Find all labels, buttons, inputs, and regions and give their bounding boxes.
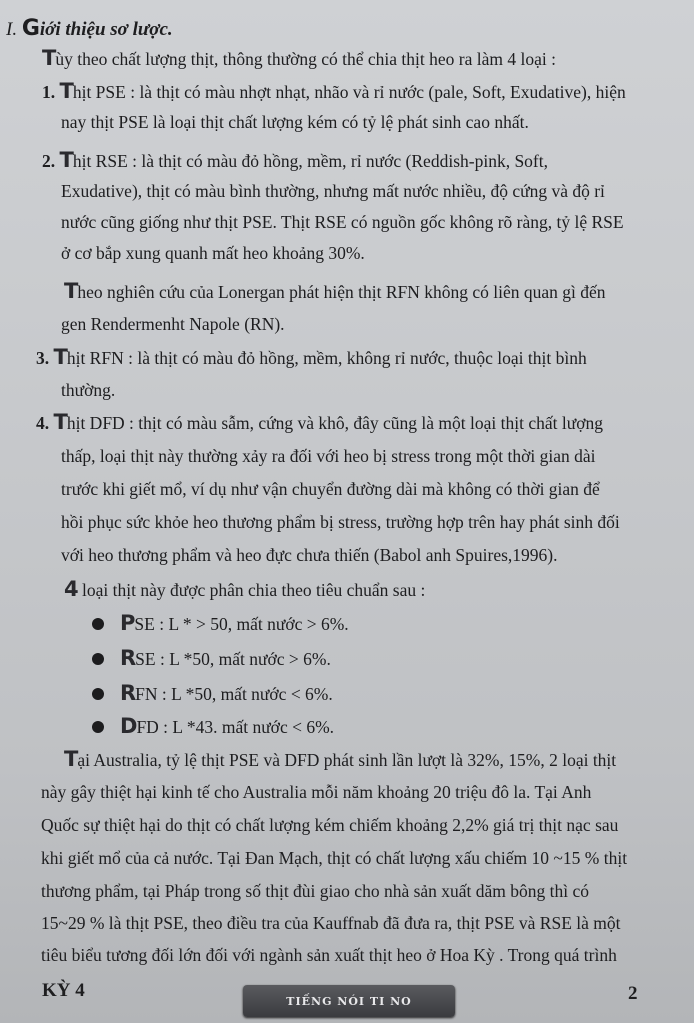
bullet-icon (92, 688, 104, 700)
australia-line-4: khi giết mổ của cả nước. Tại Đan Mạch, thịt có chất lượng xấu chiếm 10 ~15 % thịt (41, 848, 628, 868)
issue-label: KỲ 4 (42, 980, 85, 1001)
item-4-line-3: trước khi giết mổ, ví dụ như vận chuyển đường dài mà không có thời gian để (61, 479, 600, 499)
criteria-intro: 4 loại thịt này được phân chia theo tiêu chuẩn sau : (64, 577, 426, 601)
item-4-line-2: thấp, loại thịt này thường xảy ra đối với heo bị stress trong một thời gian dài (61, 446, 596, 466)
item-1-line-1: 1. Thịt PSE : là thịt có màu nhợt nhạt, nhão và rỉ nước (pale, Soft, Exudative), hiện (42, 79, 626, 103)
bullet-icon (92, 618, 104, 630)
item-3-line-2: thường. (61, 380, 116, 400)
australia-line-2: này gây thiệt hại kinh tế cho Australia mỗi năm khoảng 20 triệu đô la. Tại Anh (41, 782, 592, 802)
criteria-dfd: DFD : L *43. mất nước < 6%. (120, 714, 335, 738)
item-4-line-5: với heo thương phẩm và heo đực chưa thiến (Babol anh Spuires,1996). (61, 545, 558, 565)
item-4-line-4: hồi phục sức khỏe heo thương phẩm bị stress, trường hợp trên hay phát sinh đối (61, 512, 620, 532)
item-2-line-3: nước cũng giống như thịt PSE. Thịt RSE có nguồn gốc không rõ ràng, tỷ lệ RSE (61, 212, 624, 232)
lonergan-line-1: Theo nghiên cứu của Lonergan phát hiện thịt RFN không có liên quan gì đến (64, 279, 606, 303)
criteria-rse: RSE : L *50, mất nước > 6%. (120, 646, 331, 670)
banner-text: TIẾNG NÓI TI NO (286, 994, 412, 1008)
criteria-pse: PSE : L * > 50, mất nước > 6%. (120, 611, 349, 635)
bullet-icon (92, 721, 104, 733)
item-3-line-1: 3. Thịt RFN : là thịt có màu đỏ hồng, mềm, không rỉ nước, thuộc loại thịt bình (36, 345, 587, 369)
item-1-line-2: nay thịt PSE là loại thịt chất lượng kém có tỷ lệ phát sinh cao nhất. (61, 112, 529, 132)
lonergan-line-2: gen Rendermenht Napole (RN). (61, 314, 285, 334)
criteria-rfn: RFN : L *50, mất nước < 6%. (120, 681, 333, 705)
publication-banner (243, 985, 455, 1017)
section-heading: I. Giới thiệu sơ lược. (6, 16, 173, 41)
page-number: 2 (628, 983, 638, 1004)
australia-line-1: Tại Australia, tỷ lệ thịt PSE và DFD phát sinh lần lượt là 32%, 15%, 2 loại thịt (64, 747, 617, 771)
item-2-line-2: Exudative), thịt có màu bình thường, nhưng mất nước nhiều, độ cứng và độ rỉ (61, 181, 605, 201)
heading-dropcap: G (21, 16, 40, 41)
heading-text: iới thiệu sơ lược. (39, 19, 173, 40)
item-2-line-1: 2. Thịt RSE : là thịt có màu đỏ hồng, mềm, rỉ nước (Reddish-pink, Soft, (42, 148, 548, 172)
australia-line-7: tiêu biểu tương đối lớn đối với ngành sản xuất thịt heo ở Hoa Kỳ . Trong quá trình (41, 945, 617, 965)
australia-line-5: thương phẩm, tại Pháp trong số thịt đùi giao cho nhà sản xuất dăm bông thì có (41, 881, 590, 901)
australia-line-3: Quốc sự thiệt hại do thịt có chất lượng kém chiếm khoảng 2,2% giá trị thịt nạc sau (41, 815, 619, 835)
bullet-icon (92, 653, 104, 665)
item-4-line-1: 4. Thịt DFD : thịt có màu sẫm, cứng và khô, đây cũng là một loại thịt chất lượng (36, 410, 603, 434)
item-2-line-4: ở cơ bắp xung quanh mất heo khoảng 30%. (61, 243, 365, 263)
australia-line-6: 15~29 % là thịt PSE, theo điều tra của Kauffnab đã đưa ra, thịt PSE và RSE là một (41, 913, 621, 933)
intro-paragraph: Tùy theo chất lượng thịt, thông thường có thể chia thịt heo ra làm 4 loại : (42, 46, 556, 70)
